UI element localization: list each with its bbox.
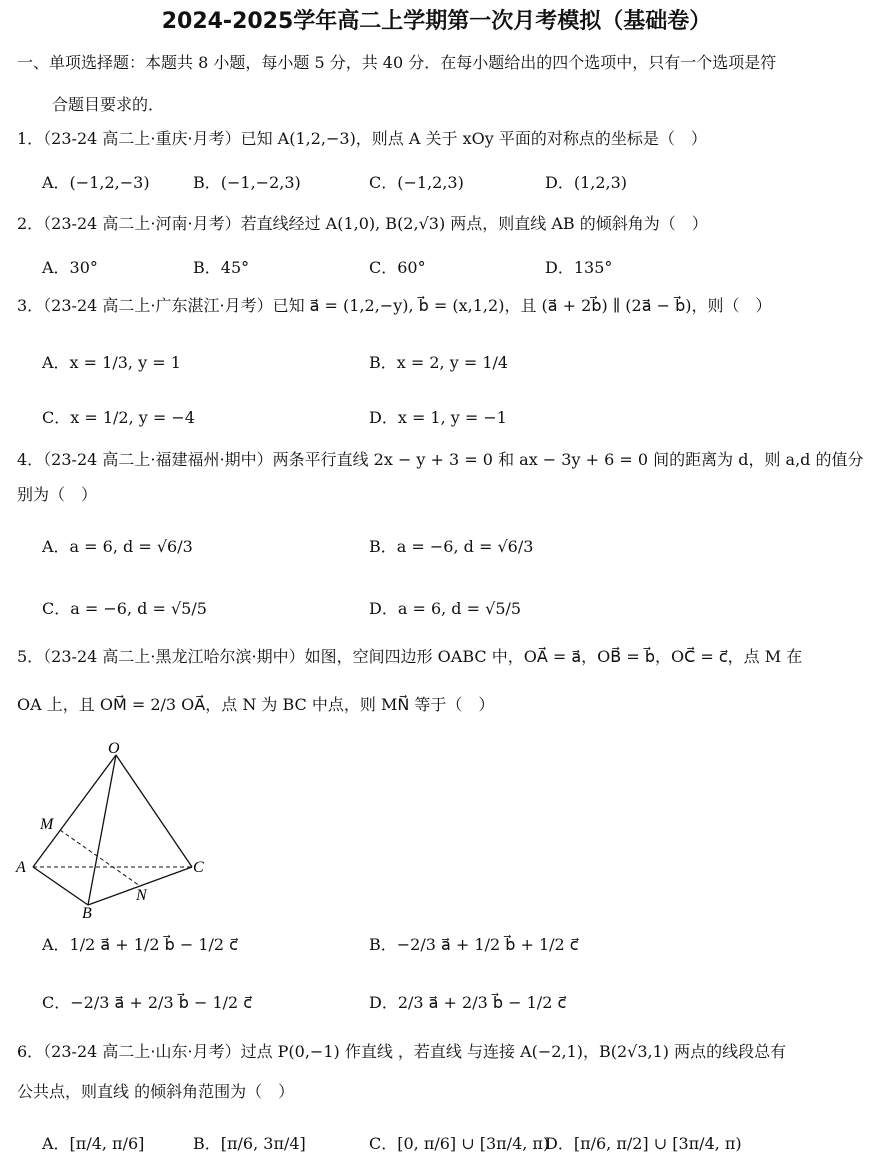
- q2-option-b: B．45°: [193, 258, 250, 277]
- q4-option-c: C．a = −6, d = √5/5: [42, 599, 207, 618]
- q3-option-a: A．x = 1/3, y = 1: [42, 353, 181, 372]
- label-o: O: [108, 740, 120, 757]
- q6-option-b: B．[π/6, 3π/4]: [193, 1134, 306, 1153]
- q4-option-d: D．a = 6, d = √5/5: [369, 599, 522, 618]
- question-4-stem-cont: 别为（ ）: [17, 485, 98, 504]
- q4-option-b: B．a = −6, d = √6/3: [369, 537, 534, 556]
- q1-option-a: A．(−1,2,−3): [42, 173, 150, 192]
- label-n: N: [136, 887, 147, 904]
- label-m: M: [40, 816, 54, 833]
- question-4-stem: 4．（23-24 高二上·福建福州·期中）两条平行直线 2x − y + 3 = 0 和 ax − 3y + 6 = 0 间的距离为 d，则 a,d 的值分: [17, 450, 864, 469]
- q4-option-a: A．a = 6, d = √6/3: [42, 537, 193, 556]
- question-2-stem: 2．（23-24 高二上·河南·月考）若直线经过 A(1,0), B(2,√3) 两点，则直线 AB 的倾斜角为（ ）: [17, 214, 708, 233]
- label-a: A: [16, 859, 26, 876]
- section-heading: 一、单项选择题：本题共 8 小题，每小题 5 分，共 40 分．在每小题给出的四个选项中，只有一个选项是符: [17, 53, 777, 72]
- q6-option-a: A．[π/4, π/6]: [42, 1134, 145, 1153]
- q3-option-d: D．x = 1, y = −1: [369, 408, 507, 427]
- q5-option-b: B．−2/3 a⃗ + 1/2 b⃗ + 1/2 c⃗: [369, 935, 579, 954]
- question-1-stem: 1．（23-24 高二上·重庆·月考）已知 A(1,2,−3)，则点 A 关于 xOy 平面的对称点的坐标是（ ）: [17, 129, 707, 148]
- q6-option-c: C．[0, π/6] ∪ [3π/4, π): [369, 1134, 550, 1153]
- q5-option-a: A．1/2 a⃗ + 1/2 b⃗ − 1/2 c⃗: [42, 935, 238, 954]
- question-5-stem-cont: OA 上，且 OM⃗ = 2/3 OA⃗，点 N 为 BC 中点，则 MN⃗ 等于（ ）: [17, 695, 495, 714]
- q1-option-c: C．(−1,2,3): [369, 173, 464, 192]
- label-b: B: [82, 905, 92, 922]
- q1-option-d: D．(1,2,3): [545, 173, 628, 192]
- label-c: C: [193, 859, 204, 876]
- question-6-stem-cont: 公共点，则直线 的倾斜角范围为（ ）: [17, 1082, 295, 1101]
- section-heading-cont: 合题目要求的．: [52, 95, 165, 114]
- q6-option-d: D．[π/6, π/2] ∪ [3π/4, π): [545, 1134, 742, 1153]
- question-6-stem: 6．（23-24 高二上·山东·月考）过点 P(0,−1) 作直线 ，若直线 与连接 A(−2,1)，B(2√3,1) 两点的线段总有: [17, 1042, 787, 1061]
- question-5-stem: 5．（23-24 高二上·黑龙江哈尔滨·期中）如图，空间四边形 OABC 中，OA⃗ = a⃗，OB⃗ = b⃗，OC⃗ = c⃗，点 M 在: [17, 647, 803, 666]
- q2-option-c: C．60°: [369, 258, 426, 277]
- q5-option-c: C．−2/3 a⃗ + 2/3 b⃗ − 1/2 c⃗: [42, 993, 253, 1012]
- tetrahedron-figure: [10, 735, 210, 925]
- q3-option-b: B．x = 2, y = 1/4: [369, 353, 509, 372]
- q2-option-a: A．30°: [42, 258, 98, 277]
- question-3-stem: 3．（23-24 高二上·广东湛江·月考）已知 a⃗ = (1,2,−y), b⃗ = (x,1,2)，且 (a⃗ + 2b⃗) ∥ (2a⃗ − b⃗)，则（ ）: [17, 296, 772, 315]
- page-title: 2024-2025学年高二上学期第一次月考模拟（基础卷）: [161, 9, 712, 34]
- q1-option-b: B．(−1,−2,3): [193, 173, 301, 192]
- q5-option-d: D．2/3 a⃗ + 2/3 b⃗ − 1/2 c⃗: [369, 993, 567, 1012]
- q3-option-c: C．x = 1/2, y = −4: [42, 408, 195, 427]
- q2-option-d: D．135°: [545, 258, 613, 277]
